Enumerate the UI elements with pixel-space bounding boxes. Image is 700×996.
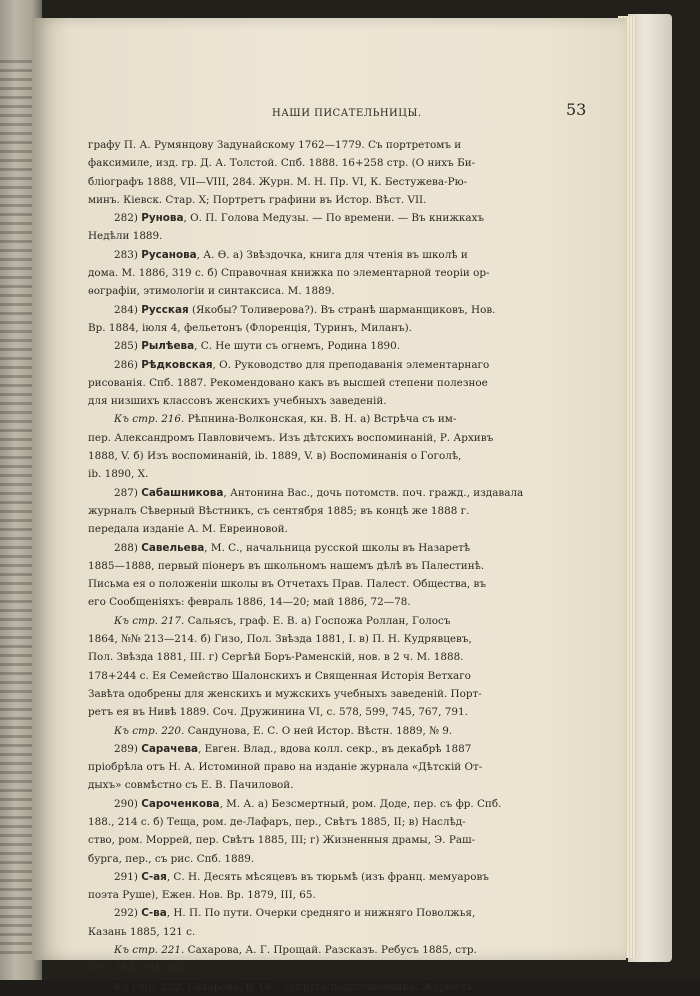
text-run: Письма ея о положеніи школы въ Отчетахъ Прав. Палест. Общества, въ: [88, 578, 486, 591]
text-line: [88, 337, 584, 355]
text-run: , О. Руководство для преподаванія элементарнаго: [212, 358, 490, 371]
text-run: Пол. Звѣзда 1881, III. г) Сергѣй Боръ-Раменскій, нов. в 2 ч. М. 1888.: [88, 651, 464, 664]
text-run: ib. 1890, X.: [88, 468, 149, 481]
text-run: 287): [114, 486, 142, 499]
text-run: 291): [114, 870, 142, 883]
text-line: [88, 484, 584, 502]
text-line: [88, 813, 584, 831]
text-run: 286): [114, 358, 142, 371]
text-line: [88, 154, 584, 172]
page-reference: Къ стр. 221.: [114, 944, 185, 957]
text-run: Сандунова, Е. С. О ней Истор. Вѣстн. 1889, № 9.: [184, 724, 453, 737]
entry-name: Сабашникова: [141, 486, 224, 499]
text-run: , С. Не шути съ огнемъ, Родина 1890.: [194, 340, 401, 353]
text-line: [88, 959, 584, 977]
text-line: [88, 520, 584, 538]
text-run: , М. А. а) Безсмертный, ром. Доде, пер. съ фр. Спб.: [219, 797, 502, 810]
text-run: Сахарова, А. Г. Прощай. Разсказъ. Ребусъ 1885, стр.: [184, 944, 477, 957]
text-run: , Н. П. По пути. Очерки средняго и нижняго Поволжья,: [166, 907, 476, 920]
text-run: дома. М. 1886, 319 с. б) Справочная книжка по элементарной теоріи ор-: [88, 267, 490, 280]
text-line: [88, 740, 584, 758]
text-run: 290): [114, 797, 142, 810]
text-run: , М. С., начальница русской школы въ Назаретѣ: [204, 541, 471, 554]
text-run: передала изданіе А. М. Евреиновой.: [88, 523, 288, 536]
text-run: минъ. Кіевск. Стар. X; Портретъ графини въ Истор. Вѣст. VII.: [88, 193, 427, 206]
text-run: Сахарова, В. Ос., супруга подполковника. Журналъ: [184, 980, 473, 993]
text-line: [88, 795, 584, 813]
entry-name: Русанова: [141, 248, 197, 261]
previous-page-text-fragment: [0, 60, 32, 960]
text-run: , А. Ѳ. а) Звѣздочка, книга для чтенія въ школѣ и: [196, 248, 468, 261]
text-run: ѳографіи, этимологіи и синтаксиса. М. 1889.: [88, 285, 335, 298]
text-run: его Сообщеніяхъ: февраль 1886, 14—20; май 1886, 72—78.: [88, 596, 411, 609]
text-run: Завѣта одобрены для женскихъ и мужскихъ учебныхъ заведеній. Порт-: [88, 687, 482, 700]
text-run: поэта Руше), Ежен. Нов. Вр. 1879, III, 65.: [88, 889, 316, 902]
text-line: [88, 264, 584, 282]
text-run: 282): [114, 212, 142, 225]
text-run: 283): [114, 248, 142, 261]
text-run: Рѣпнина-Волконская, кн. В. Н. а) Встрѣча съ им-: [184, 413, 457, 426]
text-run: пріобрѣла отъ Н. А. Истоминой право на изданіе журнала «Дѣтскій От-: [88, 761, 483, 774]
text-run: 178+244 с. Ея Семейство Шалонскихъ и Священная Исторія Ветхаго: [88, 669, 471, 682]
text-run: факсимиле, изд. гр. Д. А. Толстой. Спб. 1888. 16+258 стр. (О нихъ Би-: [88, 157, 476, 170]
text-line: [88, 539, 584, 557]
running-head: [34, 100, 626, 128]
text-run: 292): [114, 907, 142, 920]
text-line: [88, 374, 584, 392]
text-line: [88, 246, 584, 264]
entry-name: Русская: [141, 303, 189, 316]
entry-name: Рѣдковская: [141, 358, 213, 371]
text-line: [88, 429, 584, 447]
body-text: [88, 136, 584, 996]
text-run: графу П. А. Румянцову Задунайскому 1762—1779. Съ портретомъ и: [88, 139, 462, 151]
text-run: бурга, пер., съ рис. Спб. 1889.: [88, 852, 255, 865]
text-line: [88, 648, 584, 666]
text-line: [88, 776, 584, 794]
text-line: [88, 593, 584, 611]
text-run: рисованія. Спб. 1887. Рекомендовано какъ въ высшей степени полезное: [88, 376, 488, 389]
text-line: [88, 685, 584, 703]
text-line: [88, 758, 584, 776]
text-line: [88, 612, 584, 630]
text-line: [88, 722, 584, 740]
page-reference: Къ стр. 222.: [114, 980, 185, 993]
text-line: [88, 465, 584, 483]
text-run: (Якобы? Толиверова?). Въ странѣ шарманщиковъ, Нов.: [188, 303, 496, 316]
entry-name: Сарачева: [141, 742, 199, 755]
text-run: пер. Александромъ Павловичемъ. Изъ дѣтскихъ воспоминаній, Р. Архивъ: [88, 431, 494, 444]
text-run: , Евген. Влад., вдова колл. секр., въ декабрѣ 1887: [198, 742, 472, 755]
text-line: [88, 904, 584, 922]
text-line: [88, 356, 584, 374]
text-line: [88, 502, 584, 520]
text-line: [88, 410, 584, 428]
text-run: 285): [114, 340, 142, 353]
text-run: ство, ром. Моррей, пер. Свѣтъ 1885, III; г) Жизненныя драмы, Э. Раш-: [88, 834, 476, 847]
text-run: Недѣли 1889.: [88, 230, 163, 243]
text-run: дыхъ» совмѣстно съ Е. В. Пачиловой.: [88, 779, 294, 792]
page-reference: Къ стр. 220.: [114, 724, 185, 737]
text-line: [88, 886, 584, 904]
text-line: [88, 978, 584, 996]
text-run: 284): [114, 303, 142, 316]
running-title: НАШИ ПИСАТЕЛЬНИЦЫ.: [272, 108, 422, 119]
text-line: [88, 173, 584, 191]
text-line: [88, 319, 584, 337]
text-run: Казань 1885, 121 с.: [88, 925, 196, 938]
text-run: 1888, V. б) Изъ воспоминаній, ib. 1889, V. в) Воспоминанія о Гоголѣ,: [88, 450, 462, 463]
text-line: [88, 136, 584, 154]
text-run: журналъ Сѣверный Вѣстникъ, съ сентября 1885; въ концѣ же 1888 г.: [88, 504, 470, 517]
text-run: Вр. 1884, іюля 4, фельетонъ (Флоренція, Туринъ, Миланъ).: [88, 321, 412, 334]
text-run: ретъ ея въ Нивѣ 1889. Соч. Дружинина VI, с. 578, 599, 745, 767, 791.: [88, 706, 468, 719]
text-line: [88, 209, 584, 227]
text-line: [88, 557, 584, 575]
text-run: 289): [114, 742, 142, 755]
text-run: , Антонина Вас., дочь потомств. поч. гражд., издавала: [223, 486, 524, 499]
text-line: [88, 447, 584, 465]
text-run: 1864, №№ 213—214. б) Гизо, Пол. Звѣзда 1881, I. в) П. Н. Кудрявцевъ,: [88, 633, 472, 646]
text-line: [88, 941, 584, 959]
entry-name: Рунова: [141, 212, 184, 225]
text-line: [88, 392, 584, 410]
text-run: бліографъ 1888, VII—VIII, 284. Журн. М. Н. Пр. VI, К. Бестужева-Рю-: [88, 175, 468, 188]
text-line: [88, 923, 584, 941]
text-line: [88, 575, 584, 593]
page-reference: Къ стр. 217.: [114, 614, 185, 627]
entry-name: Савельева: [141, 541, 205, 554]
entry-name: С-ва: [141, 907, 167, 920]
page-reference: Къ стр. 216.: [114, 413, 185, 426]
page-number: 53: [566, 100, 587, 119]
text-line: [88, 301, 584, 319]
text-line: [88, 868, 584, 886]
text-line: [88, 667, 584, 685]
text-run: 1885—1888, первый піонеръ въ школьномъ нашемъ дѣлѣ въ Палестинѣ.: [88, 559, 485, 572]
text-line: [88, 831, 584, 849]
text-run: , С. Н. Десять мѣсяцевъ въ тюрьмѣ (изъ франц. мемуаровъ: [166, 870, 489, 883]
text-run: Сальясъ, граф. Е. В. а) Госпожа Роллан, Голосъ: [184, 614, 451, 627]
text-run: 276, 284, 294, 302.: [88, 962, 191, 975]
text-run: , О. П. Голова Медузы. — По времени. — Въ книжкахъ: [183, 212, 485, 225]
entry-name: Сароченкова: [141, 797, 220, 810]
text-line: [88, 191, 584, 209]
text-run: 288): [114, 541, 142, 554]
text-line: [88, 227, 584, 245]
text-line: [88, 630, 584, 648]
entry-name: С-ая: [141, 870, 167, 883]
text-run: 188., 214 с. б) Теща, ром. де-Лафаръ, пер., Свѣтъ 1885, II; в) Наслѣд-: [88, 815, 466, 828]
text-run: для низшихъ классовъ женскихъ учебныхъ заведеній.: [88, 395, 387, 408]
entry-name: Рылѣева: [141, 340, 195, 353]
text-line: [88, 282, 584, 300]
text-line: [88, 850, 584, 868]
text-line: [88, 703, 584, 721]
